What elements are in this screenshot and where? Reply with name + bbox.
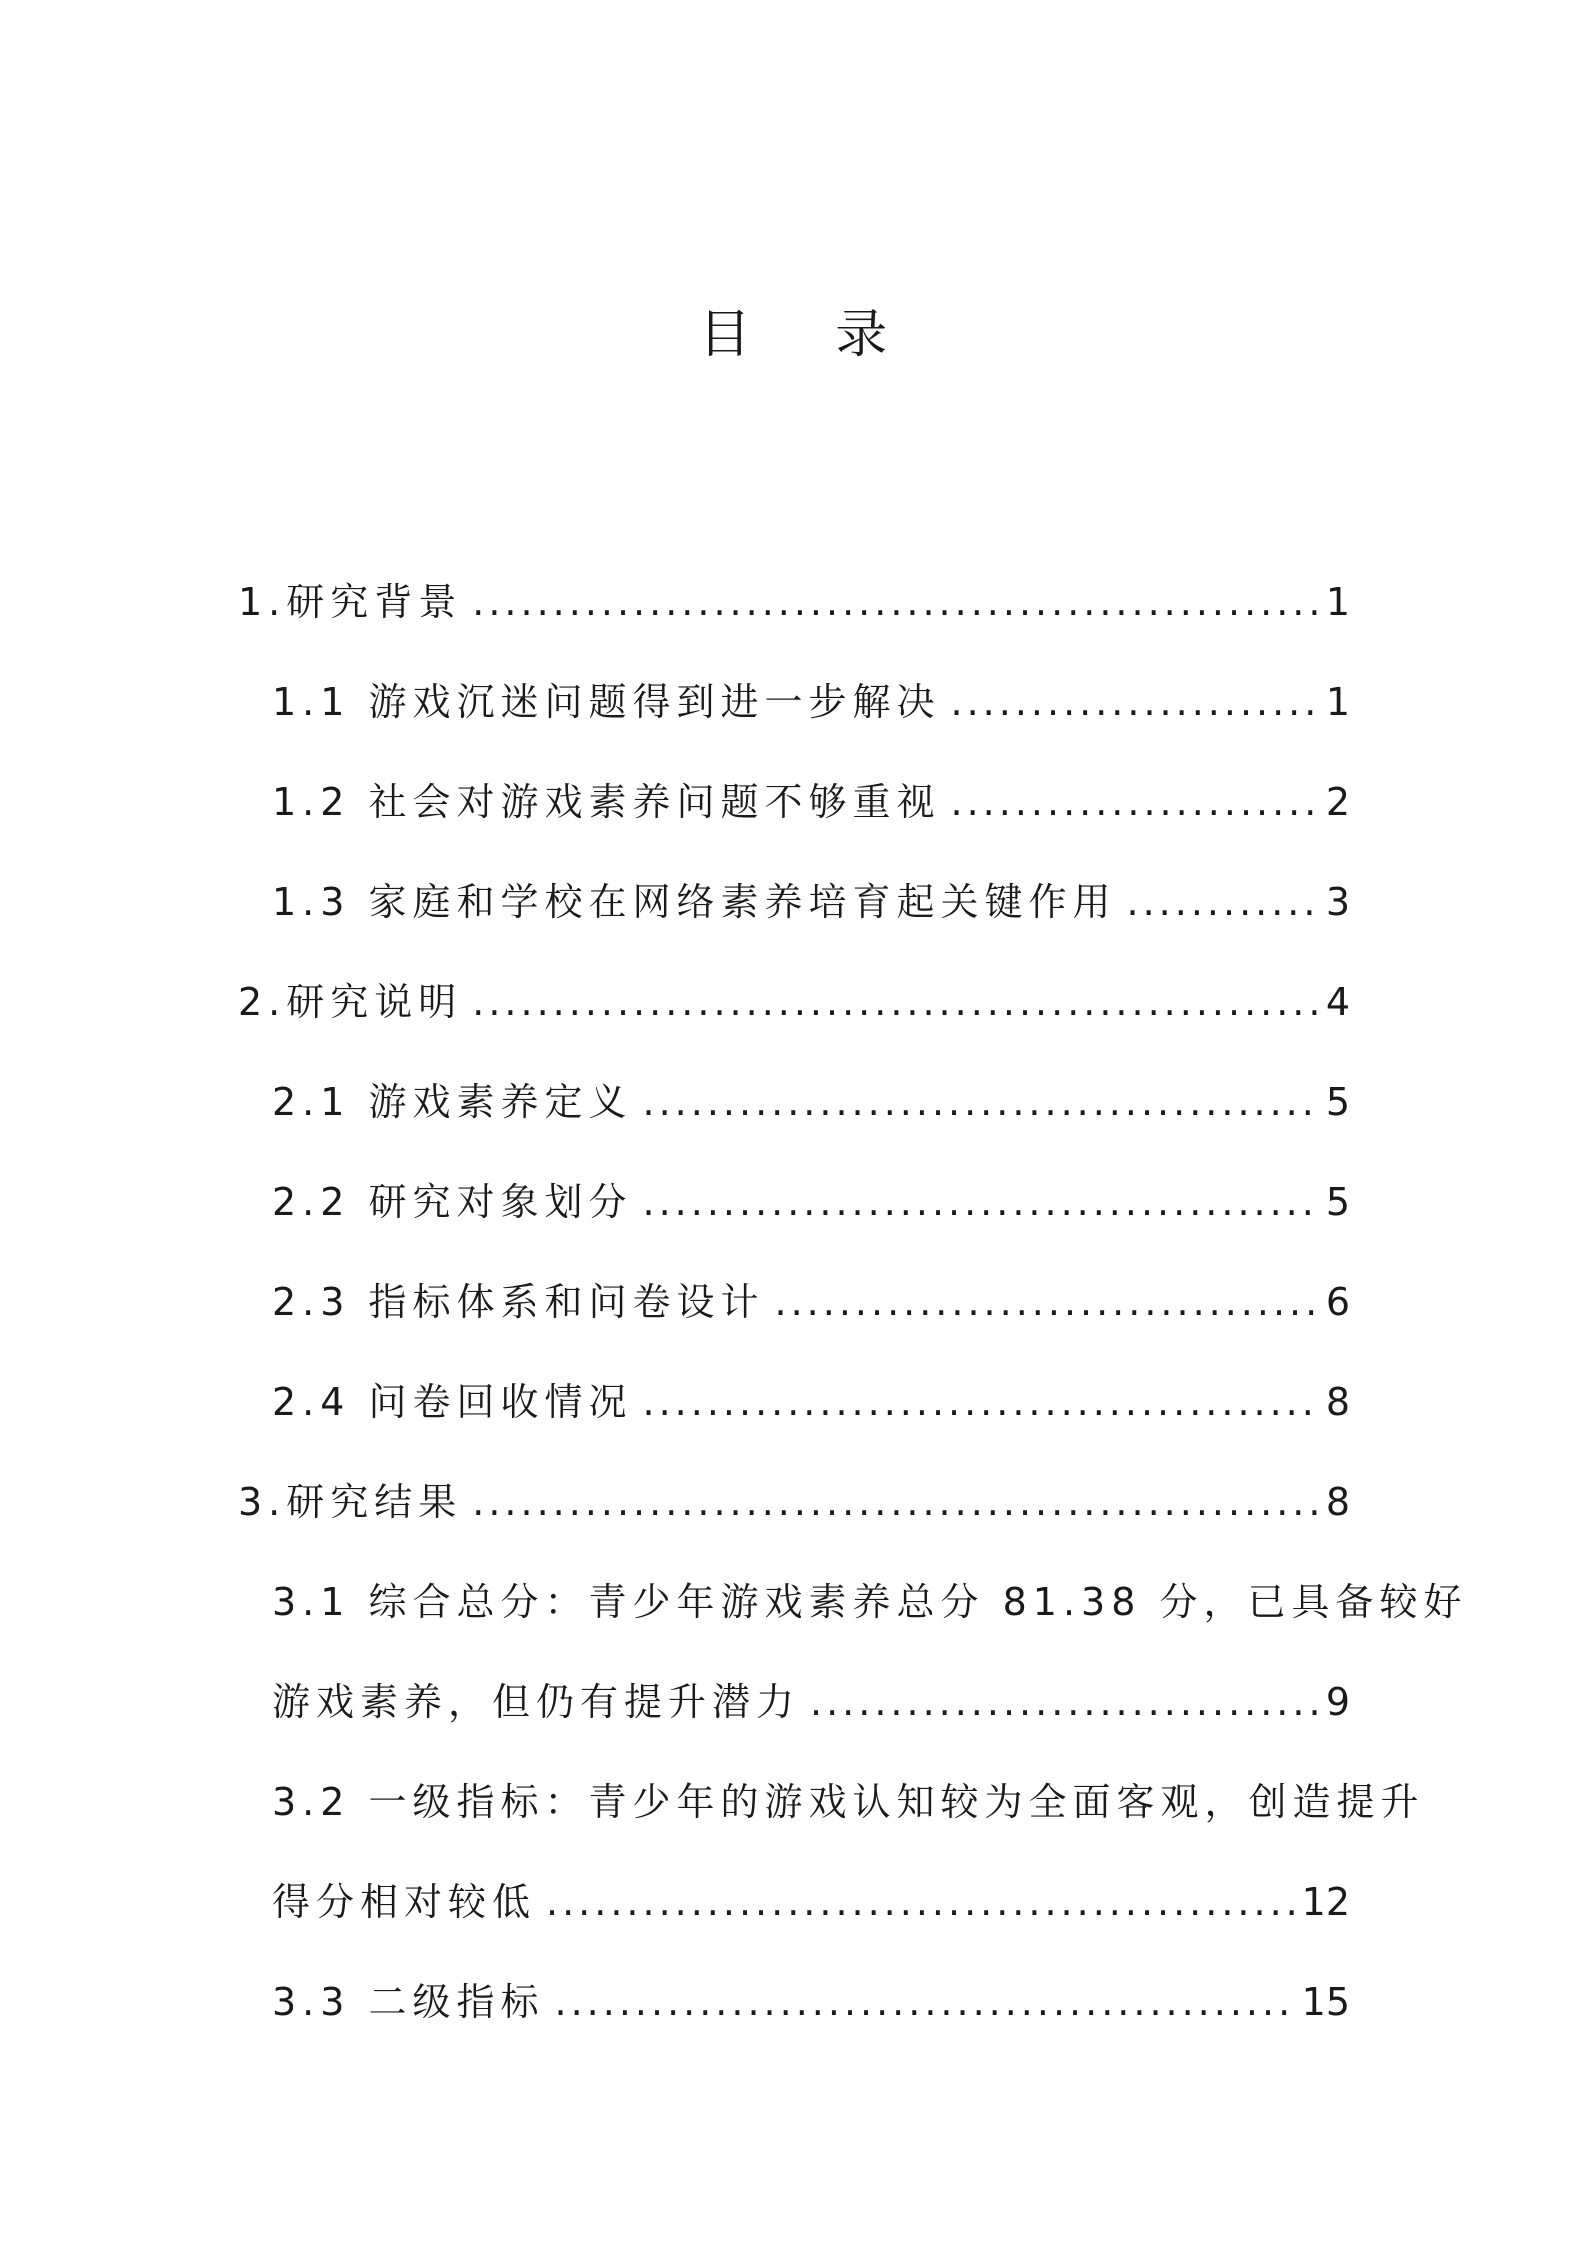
toc-entry-label: 1.研究背景 [238, 580, 463, 624]
toc-entry[interactable] [238, 1052, 1350, 1152]
toc-entry[interactable] [238, 552, 1350, 652]
toc-page-number: 8 [1325, 1380, 1350, 1424]
toc-page-number: 1 [1325, 680, 1350, 724]
toc-entry-label-line2: 得分相对较低 [272, 1880, 537, 1924]
toc-page-number: 3 [1325, 880, 1350, 924]
toc-leader-dots [643, 1152, 1320, 1252]
toc-leader-dots [1127, 852, 1320, 952]
toc-entry[interactable] [238, 952, 1350, 1052]
toc-entry[interactable] [238, 1252, 1350, 1352]
toc-leader-dots [643, 1052, 1320, 1152]
toc-page-number: 9 [1325, 1680, 1350, 1724]
toc-entry[interactable] [238, 1552, 1468, 1752]
toc-page-number: 5 [1325, 1180, 1350, 1224]
toc-entry[interactable] [238, 1352, 1350, 1452]
toc-entry-label-line1: 3.1 综合总分：青少年游戏素养总分 81.38 分，已具备较好 [272, 1580, 1468, 1624]
toc-entry[interactable] [238, 752, 1350, 852]
toc-page-number: 8 [1325, 1480, 1350, 1524]
toc-entry-label: 1.1 游戏沉迷问题得到进一步解决 [272, 680, 941, 724]
toc-leader-dots [810, 1652, 1320, 1752]
toc-page-number: 2 [1325, 780, 1350, 824]
toc-entry-label-line2: 游戏素养，但仍有提升潜力 [272, 1680, 801, 1724]
toc-entry-label: 3.3 二级指标 [272, 1980, 545, 2024]
page-title: 目 录 [698, 305, 922, 365]
toc-page-number: 4 [1325, 980, 1350, 1024]
toc-leader-dots [472, 952, 1320, 1052]
toc-leader-dots [951, 652, 1320, 752]
toc-entry-label: 2.3 指标体系和问卷设计 [272, 1280, 765, 1324]
toc-leader-dots [643, 1352, 1320, 1452]
toc-leader-dots [555, 1952, 1298, 2052]
toc-entry-label: 2.研究说明 [238, 980, 463, 1024]
toc-entry-label: 3.研究结果 [238, 1480, 463, 1524]
toc-entry[interactable] [238, 652, 1350, 752]
toc-entry[interactable] [238, 1452, 1350, 1552]
toc-leader-dots [472, 1452, 1320, 1552]
table-of-contents [238, 552, 1468, 2052]
toc-entry[interactable] [238, 1752, 1425, 1952]
toc-entry[interactable] [238, 852, 1350, 952]
toc-entry-label: 1.2 社会对游戏素养问题不够重视 [272, 780, 941, 824]
toc-entry-label: 1.3 家庭和学校在网络素养培育起关键作用 [272, 880, 1117, 924]
toc-leader-dots [546, 1852, 1298, 1952]
toc-entry-label-line1: 3.2 一级指标：青少年的游戏认知较为全面客观，创造提升 [272, 1780, 1425, 1824]
toc-leader-dots [472, 552, 1320, 652]
toc-page-number: 5 [1325, 1080, 1350, 1124]
toc-entry[interactable] [238, 1952, 1350, 2052]
toc-entry-label: 2.1 游戏素养定义 [272, 1080, 633, 1124]
toc-entry-label: 2.2 研究对象划分 [272, 1180, 633, 1224]
toc-leader-dots [951, 752, 1320, 852]
toc-page-number: 15 [1301, 1980, 1350, 2024]
toc-page-number: 1 [1325, 580, 1350, 624]
toc-page-number: 6 [1325, 1280, 1350, 1324]
toc-page-number: 12 [1301, 1880, 1350, 1924]
toc-leader-dots [775, 1252, 1320, 1352]
toc-entry[interactable] [238, 1152, 1350, 1252]
toc-entry-label: 2.4 问卷回收情况 [272, 1380, 633, 1424]
